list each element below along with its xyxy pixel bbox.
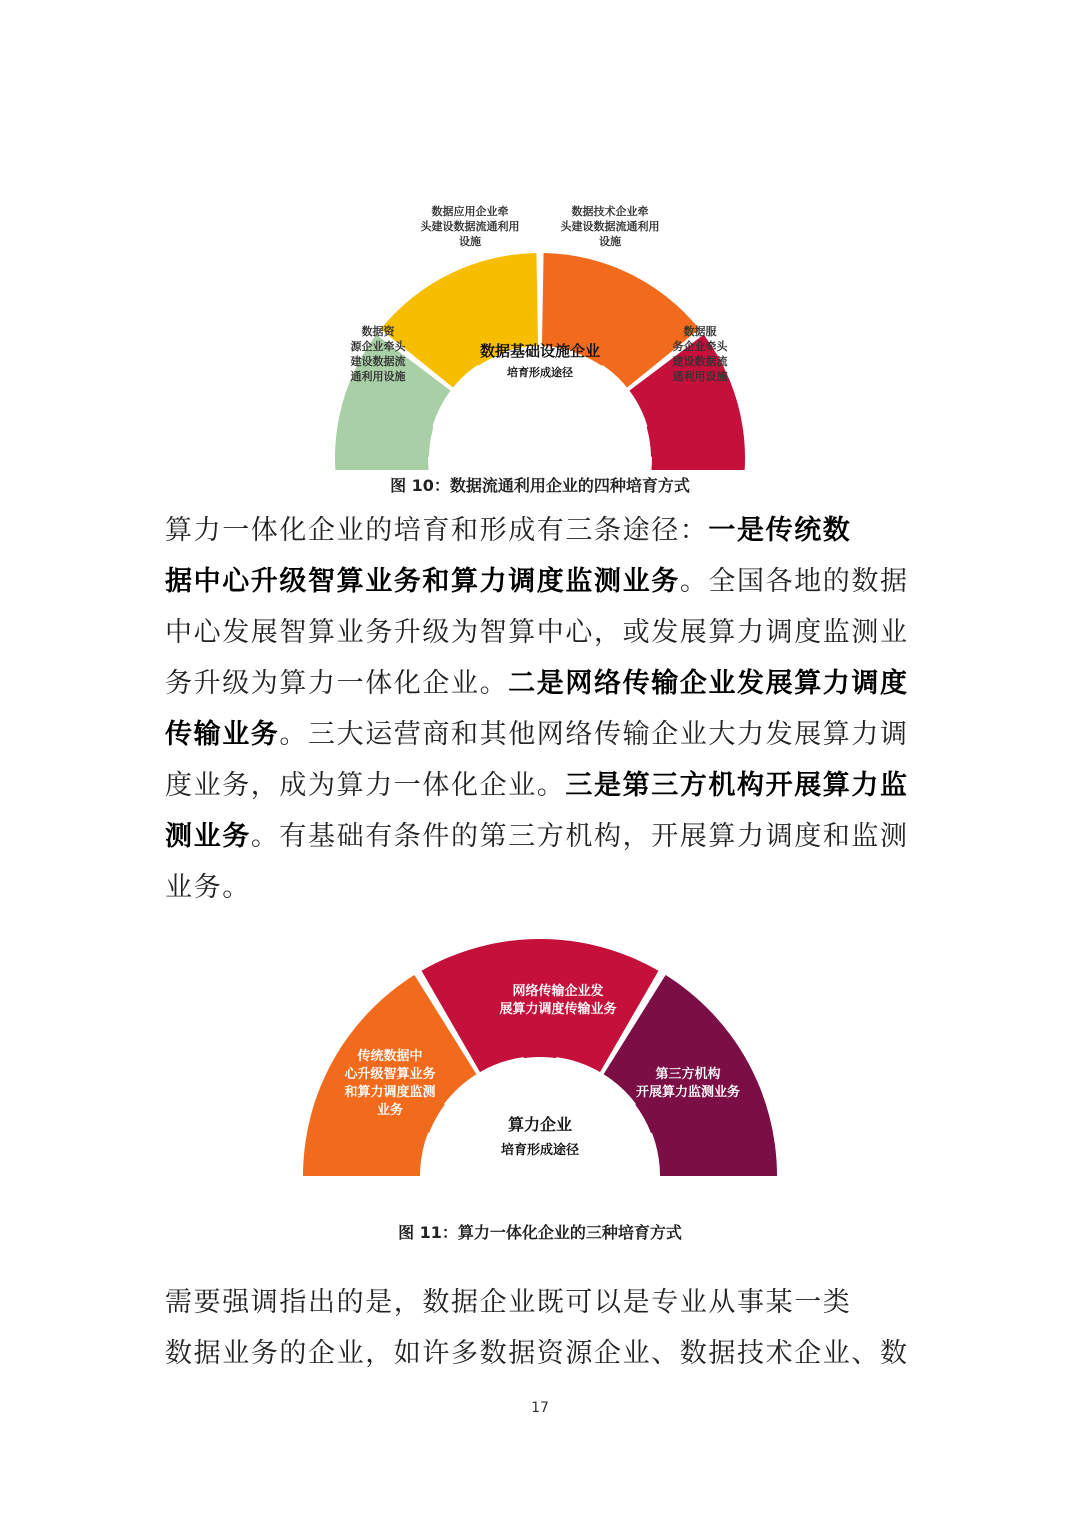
fig10-segment-label: 通利用设施 bbox=[350, 370, 406, 383]
fig11-segment-label: 传统数据中 bbox=[357, 1049, 423, 1064]
fig10-segment-label: 头建设数据流通利用 bbox=[420, 220, 520, 233]
paragraph-line bbox=[165, 862, 915, 913]
fig10-center-title: 数据基础设施企业 bbox=[479, 342, 601, 360]
paragraph-line bbox=[165, 505, 915, 556]
fig11-segment-label: 展算力调度传输业务 bbox=[499, 1002, 617, 1017]
text-run: 算力一体化企业的培育和形成有三条途径： bbox=[165, 515, 709, 546]
paragraph-line bbox=[165, 658, 915, 709]
fig11-center-subtitle: 培育形成途径 bbox=[500, 1143, 580, 1158]
bold-text: 三是第三方机构开展算力监 bbox=[565, 770, 909, 801]
fig10-segment-label: 数据技术企业牵 bbox=[571, 205, 649, 218]
fig11-center-title: 算力企业 bbox=[507, 1115, 573, 1134]
fig10-segment-label: 务企业牵头 bbox=[672, 340, 728, 353]
text-run: 业务。 bbox=[165, 872, 251, 903]
fig11-segment-label: 网络传输企业发 bbox=[512, 984, 604, 999]
paragraph-line bbox=[165, 709, 915, 760]
text-run: 。三大运营商和其他网络传输企业大力发展算力调 bbox=[279, 719, 909, 750]
paragraph-line bbox=[165, 1277, 915, 1328]
fig11-segment-label: 业务 bbox=[376, 1103, 404, 1118]
figure-11-caption: 图 11：算力一体化企业的三种培育方式 bbox=[398, 1223, 682, 1242]
fig10-svg bbox=[0, 140, 1080, 470]
fig10-segment-label: 建设数据流 bbox=[672, 355, 728, 368]
bold-text: 传输业务 bbox=[165, 719, 280, 750]
fig10-center-subtitle: 培育形成途径 bbox=[507, 366, 573, 379]
paragraph-line bbox=[165, 607, 915, 658]
fig10-segment-label: 源企业牵头 bbox=[350, 340, 406, 353]
fig10-segment-label: 设施 bbox=[599, 235, 621, 248]
bold-text: 测业务 bbox=[165, 821, 251, 852]
text-run: 需要强调指出的是，数据企业既可以是专业从事某一类 bbox=[165, 1287, 852, 1318]
paragraph-line bbox=[165, 556, 915, 607]
bold-text: 据中心升级智算业务和算力调度监测业务 bbox=[165, 566, 680, 597]
text-run: 中心发展智算业务升级为智算中心，或发展算力调度监测业 bbox=[165, 617, 909, 648]
paragraph-line bbox=[165, 811, 915, 862]
bold-text: 二是网络传输企业发展算力调度 bbox=[508, 668, 909, 699]
figure-10-caption: 图 10：数据流通利用企业的四种培育方式 bbox=[390, 476, 690, 495]
text-run: 数据业务的企业，如许多数据资源企业、数据技术企业、数 bbox=[165, 1338, 909, 1369]
fig10-segment-label: 建设数据流 bbox=[350, 355, 406, 368]
paragraph-line bbox=[165, 1328, 915, 1379]
fig11-svg bbox=[0, 930, 1080, 1190]
page-number: 17 bbox=[531, 1400, 549, 1416]
text-run: 务升级为算力一体化企业。 bbox=[165, 668, 509, 699]
fig10-segment-label: 设施 bbox=[459, 235, 481, 248]
fig11-segment-label: 开展算力监测业务 bbox=[635, 1085, 741, 1100]
text-run: 。全国各地的数据 bbox=[679, 566, 909, 597]
fig10-segment-label: 通利用设施 bbox=[672, 370, 728, 383]
paragraph-1 bbox=[165, 505, 915, 913]
bold-text: 一是传统数 bbox=[708, 515, 852, 546]
figure-11-diagram bbox=[0, 930, 1080, 1190]
fig11-segment-label: 心升级智算业务 bbox=[344, 1067, 436, 1082]
fig10-segment-label: 数据资 bbox=[361, 325, 395, 338]
paragraph-2 bbox=[165, 1277, 915, 1379]
fig10-segment-label: 数据服 bbox=[683, 325, 717, 338]
text-run: 。有基础有条件的第三方机构，开展算力调度和监测 bbox=[250, 821, 909, 852]
paragraph-line bbox=[165, 760, 915, 811]
fig10-segment-label: 头建设数据流通利用 bbox=[560, 220, 660, 233]
fig11-segment-label: 和算力调度监测 bbox=[344, 1085, 436, 1100]
text-run: 度业务，成为算力一体化企业。 bbox=[165, 770, 566, 801]
figure-10-diagram bbox=[0, 140, 1080, 470]
fig11-segment-label: 第三方机构 bbox=[655, 1067, 721, 1082]
fig10-segment-label: 数据应用企业牵 bbox=[431, 205, 509, 218]
